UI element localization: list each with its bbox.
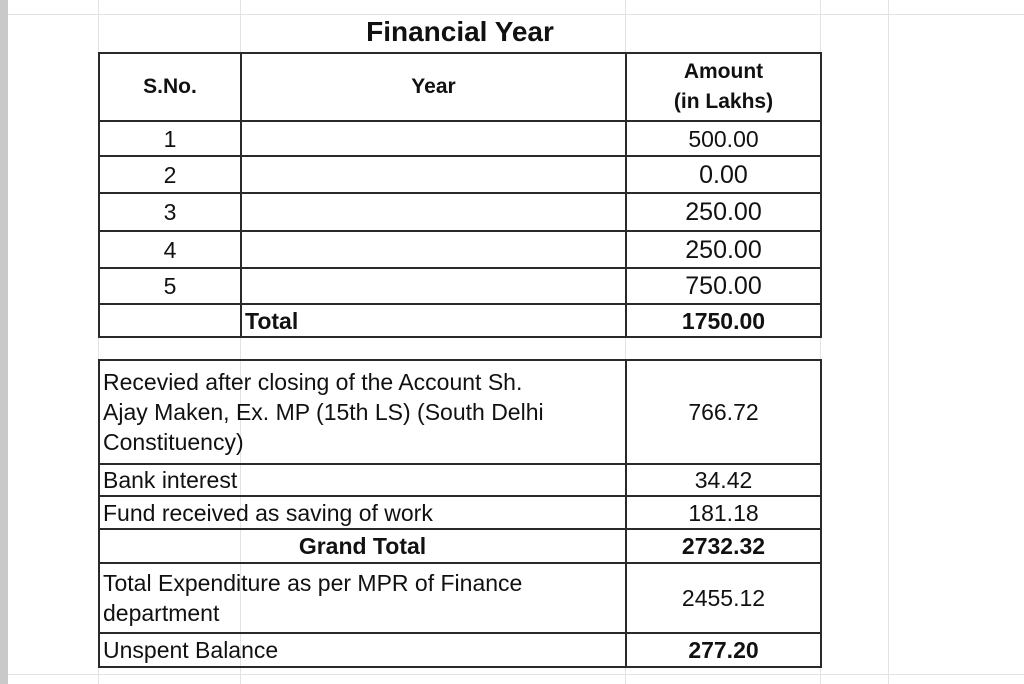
- total-row: [99, 304, 821, 337]
- year-cell[interactable]: [241, 193, 626, 231]
- amount-cell[interactable]: 250.00: [626, 193, 821, 231]
- summary-amount[interactable]: 181.18: [626, 496, 821, 529]
- sno-cell[interactable]: 3: [99, 193, 241, 231]
- amount-cell[interactable]: 750.00: [626, 268, 821, 304]
- total-label[interactable]: Total: [241, 304, 626, 337]
- year-cell[interactable]: [241, 156, 626, 193]
- expenditure-label-line: Total Expenditure as per MPR of Finance: [103, 570, 523, 596]
- sno-cell[interactable]: 2: [99, 156, 241, 193]
- year-cell[interactable]: [241, 268, 626, 304]
- table-row: [99, 156, 821, 193]
- grand-total-amount[interactable]: 2732.32: [626, 529, 821, 563]
- expenditure-label-line: department: [103, 600, 220, 626]
- summary-label-line: Constituency): [103, 429, 244, 455]
- sno-cell[interactable]: 5: [99, 268, 241, 304]
- table-row: [99, 121, 821, 156]
- summary-label[interactable]: Fund received as saving of work: [99, 496, 626, 529]
- summary-label-line: Recevied after closing of the Account Sh.: [103, 369, 523, 395]
- unspent-amount[interactable]: 277.20: [626, 633, 821, 667]
- table-row: [99, 268, 821, 304]
- unspent-row: [99, 633, 821, 667]
- summary-amount[interactable]: 34.42: [626, 464, 821, 496]
- total-empty-cell[interactable]: [99, 304, 241, 337]
- grid-line: [888, 0, 889, 684]
- sno-cell[interactable]: 4: [99, 231, 241, 268]
- expenditure-row: [99, 563, 821, 633]
- year-cell[interactable]: [241, 121, 626, 156]
- sno-cell[interactable]: 1: [99, 121, 241, 156]
- amount-cell[interactable]: 250.00: [626, 231, 821, 268]
- total-amount[interactable]: 1750.00: [626, 304, 821, 337]
- table-row: [99, 231, 821, 268]
- header-sno[interactable]: S.No.: [99, 53, 241, 121]
- table-header-row: [99, 53, 821, 121]
- summary-label[interactable]: [99, 360, 626, 464]
- financial-year-table: [98, 52, 822, 338]
- grand-total-row: [99, 529, 821, 563]
- header-amount[interactable]: [626, 53, 821, 121]
- summary-row: [99, 496, 821, 529]
- table-row: [99, 193, 821, 231]
- year-cell[interactable]: [241, 231, 626, 268]
- expenditure-label[interactable]: [99, 563, 626, 633]
- window-edge: [0, 0, 8, 684]
- summary-row: [99, 360, 821, 464]
- grand-total-label[interactable]: Grand Total: [99, 529, 626, 563]
- expenditure-amount[interactable]: 2455.12: [626, 563, 821, 633]
- amount-cell[interactable]: 0.00: [626, 156, 821, 193]
- sheet-title: Financial Year: [366, 16, 554, 47]
- amount-cell[interactable]: 500.00: [626, 121, 821, 156]
- summary-table: [98, 359, 822, 668]
- summary-amount[interactable]: 766.72: [626, 360, 821, 464]
- unspent-label[interactable]: Unspent Balance: [99, 633, 626, 667]
- header-amount-line1: Amount: [683, 60, 764, 83]
- summary-label[interactable]: Bank interest: [99, 464, 626, 496]
- header-year[interactable]: Year: [241, 53, 626, 121]
- header-amount-line2: (in Lakhs): [673, 90, 774, 113]
- summary-label-line: Ajay Maken, Ex. MP (15th LS) (South Delhi: [103, 399, 544, 425]
- summary-row: [99, 464, 821, 496]
- grid-line: [8, 674, 1024, 675]
